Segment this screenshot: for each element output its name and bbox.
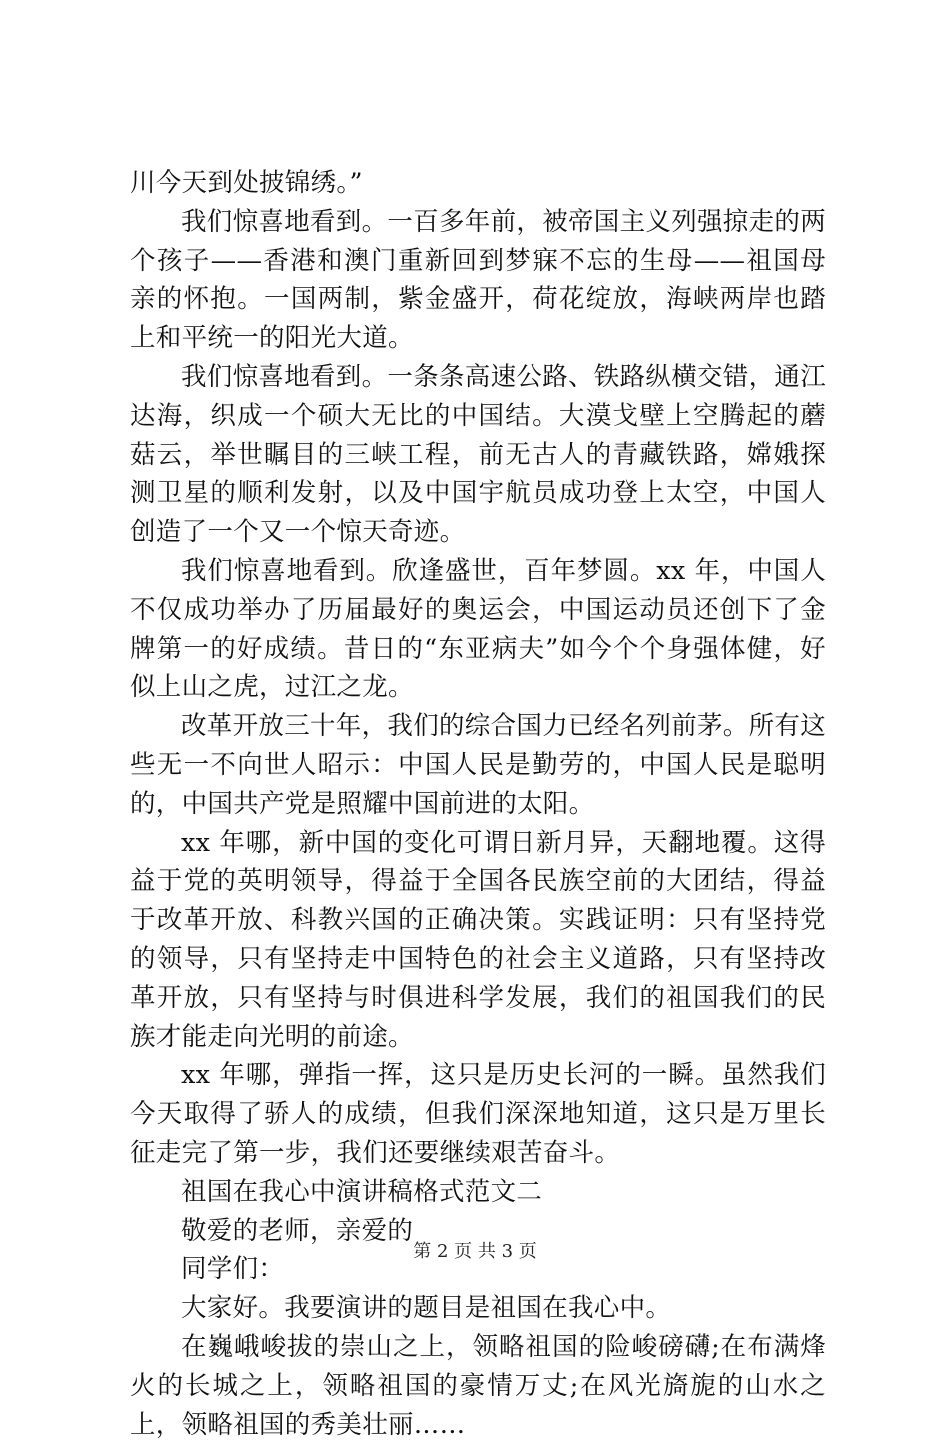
salutation-line-2: 同学们： <box>181 1254 285 1285</box>
paragraph-olympics: 我们惊喜地看到。欣逢盛世，百年梦圆。xx 年，中国人不仅成功举办了历届最好的奥运会，中国运动员还创下了金牌第一的好成绩。昔日的“东亚病夫”如今个个身强体健，好似上山之虎，过江之龙。 <box>130 555 826 703</box>
salutation-line-1: 敬爱的老师，亲爱的 <box>181 1215 414 1246</box>
paragraph-mountains: 在巍峨峻拔的崇山之上，领略祖国的险峻磅礴;在布满烽火的长城之上，领略祖国的豪情万丈;在风光旖旎的山水之上，领略祖国的秀美壮丽…… <box>130 1331 826 1440</box>
paragraph-hong-kong-macau: 我们惊喜地看到。一百多年前，被帝国主义列强掠走的两个孩子——香港和澳门重新回到梦寐不忘的生母——祖国母亲的怀抱。一国两制，紫金盛开，荷花绽放，海峡两岸也踏上和平统一的阳光大道。 <box>130 206 827 354</box>
greeting: 大家好。我要演讲的题目是祖国在我心中。 <box>181 1293 672 1324</box>
paragraph-long-march: xx 年哪，弹指一挥，这只是历史长河的一瞬。虽然我们今天取得了骄人的成绩，但我们深深地知道，这只是万里长征走完了第一步，我们还要继续艰苦奋斗。 <box>130 1060 826 1168</box>
section-title: 祖国在我心中演讲稿格式范文二 <box>181 1176 543 1207</box>
page-footer: 第 2 页 共 3 页 <box>413 1241 537 1262</box>
paragraph-new-china: xx 年哪，新中国的变化可谓日新月异，天翻地覆。这得益于党的英明领导，得益于全国各民族空前的大团结，得益于改革开放、科教兴国的正确决策。实践证明：只有坚持党的领导，只有坚持走中国特色的社会主义道路，只有坚持改革开放，只有坚持与时俱进科学发展，我们的祖国我们的民族才能走向光明的前途。 <box>130 827 826 1052</box>
paragraph-reform: 改革开放三十年，我们的综合国力已经名列前茅。所有这些无一不向世人昭示：中国人民是勤劳的，中国人民是聪明的，中国共产党是照耀中国前进的太阳。 <box>130 711 827 819</box>
paragraph-continuation: 川今天到处披锦绣。” <box>130 168 363 198</box>
paragraph-infrastructure: 我们惊喜地看到。一条条高速公路、铁路纵横交错，通江达海，织成一个硕大无比的中国结。大漠戈壁上空腾起的蘑菇云，举世瞩目的三峡工程，前无古人的青藏铁路，嫦娥探测卫星的顺利发射，以及中国宇航员成功登上太空，中国人创造了一个又一个惊天奇迹。 <box>130 361 827 548</box>
